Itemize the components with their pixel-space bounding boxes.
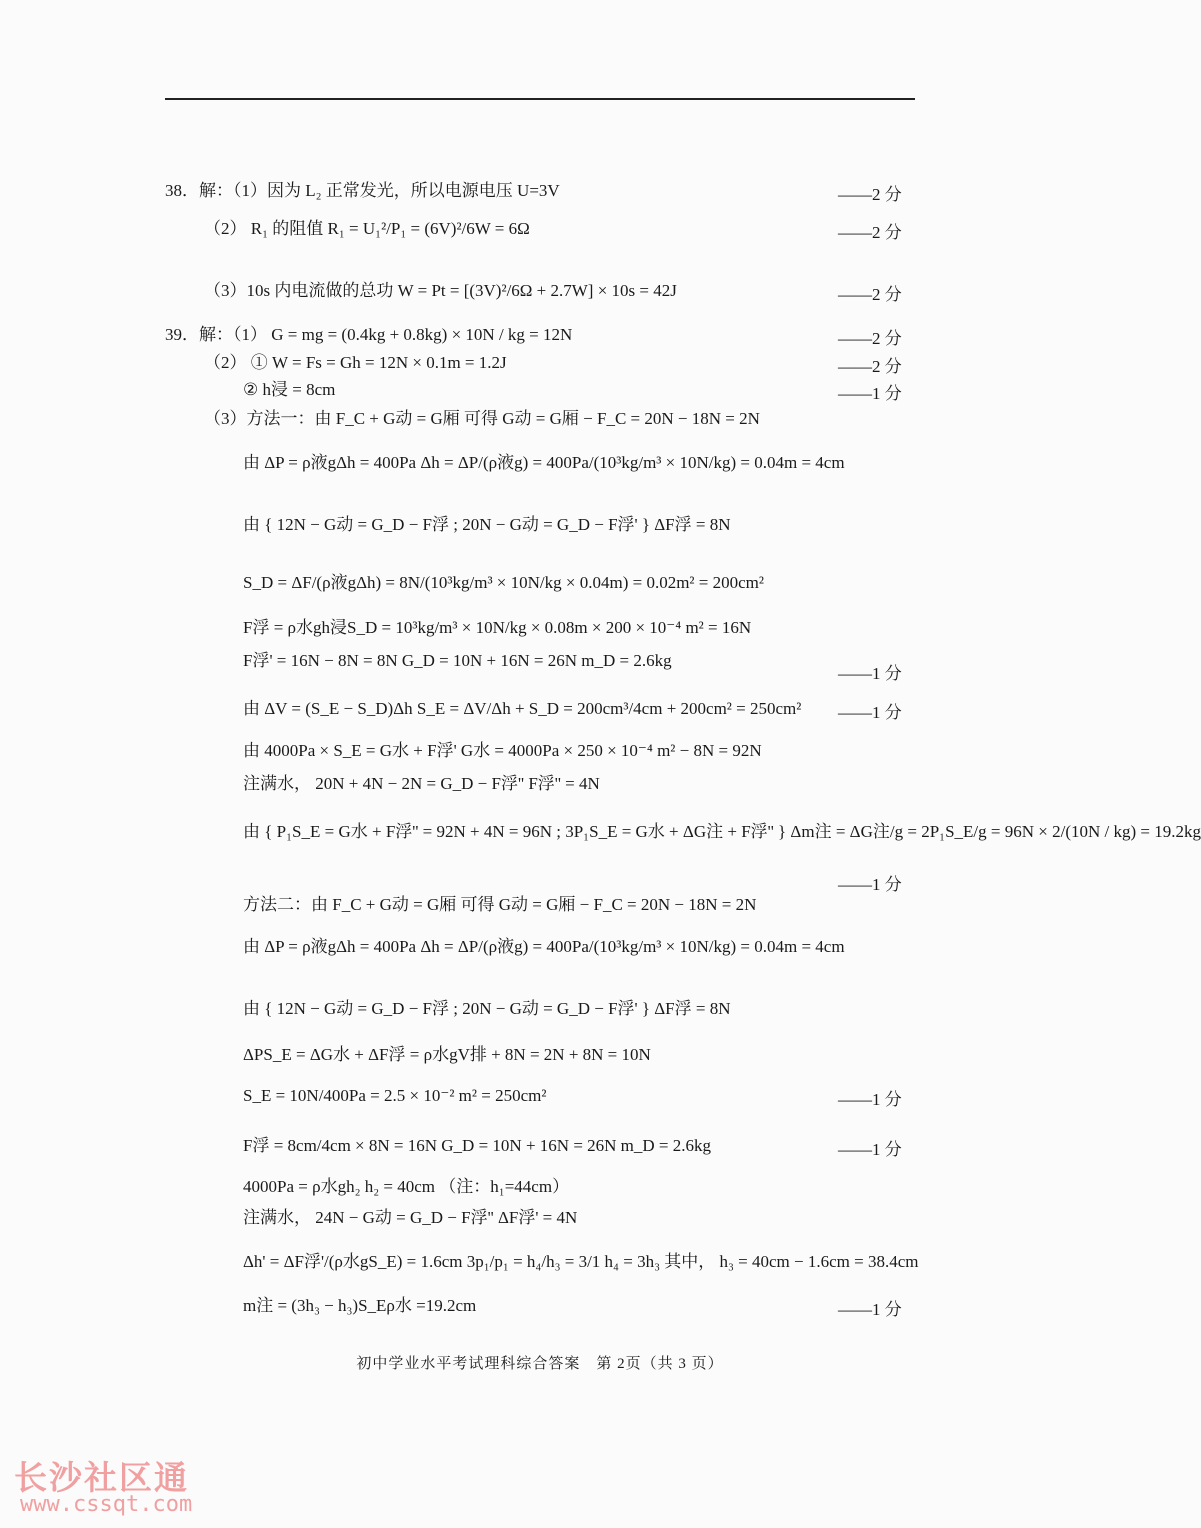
page-footer: 初中学业水平考试理科综合答案 第 2页（共 3 页）: [356, 1356, 724, 1372]
q39-line-2: （2） ① W = Fs = Gh = 12N × 0.1m = 1.2J: [204, 353, 507, 372]
method2-line-2: 由 ΔP = ρ液gΔh = 400Pa Δh = ΔP/(ρ液g) = 400Pa/(10³kg/m³ × 10N/kg) = 0.04m = 4cm: [243, 937, 845, 956]
method2-line-9: Δh' = ΔF浮'/(ρ水gS_E) = 1.6cm 3p₁/p₁ = h₄/h₃ = 3/1 h₄ = 3h₃ 其中， h₃ = 40cm − 1.6cm = 38.4cm: [243, 1252, 919, 1271]
score-mark: ——2 分: [838, 329, 902, 348]
method2-line-5: S_E = 10N/400Pa = 2.5 × 10⁻² m² = 250cm²: [243, 1086, 547, 1105]
method1-line-5: F浮 = ρ水gh浸S_D = 10³kg/m³ × 10N/kg × 0.08m × 200 × 10⁻⁴ m² = 16N: [243, 618, 752, 637]
score-mark: ——2 分: [838, 185, 902, 204]
score-mark: ——1 分: [838, 664, 902, 683]
method2-line-3: 由 { 12N − G动 = G_D − F浮 ; 20N − G动 = G_D − F浮' } ΔF浮 = 8N: [243, 999, 731, 1018]
score-mark: ——1 分: [838, 875, 902, 894]
score-mark: ——1 分: [838, 703, 902, 722]
score-mark: ——1 分: [838, 1300, 902, 1319]
q38-line-2: （2） R₁ 的阻值 R₁ = U₁²/P₁ = (6V)²/6W = 6Ω: [204, 219, 530, 238]
method1-line-4: S_D = ΔF/(ρ液gΔh) = 8N/(10³kg/m³ × 10N/kg × 0.04m) = 0.02m² = 200cm²: [243, 573, 764, 592]
method1-line-6: F浮' = 16N − 8N = 8N G_D = 10N + 16N = 26N m_D = 2.6kg: [243, 651, 672, 670]
q38-line-1: 38．解：（1）因为 L₂ 正常发光，所以电源电压 U=3V: [165, 181, 560, 200]
method2-line-4: ΔPS_E = ΔG水 + ΔF浮 = ρ水gV排 + 8N = 2N + 8N = 10N: [243, 1045, 651, 1064]
q38-line-3: （3）10s 内电流做的总功 W = Pt = [(3V)²/6Ω + 2.7W] × 10s = 42J: [204, 281, 677, 300]
method1-line-8: 由 4000Pa × S_E = G水 + F浮' G水 = 4000Pa × 250 × 10⁻⁴ m² − 8N = 92N: [243, 741, 762, 760]
method2-line-10: m注 = (3h₃ − h₃)S_Eρ水 =19.2cm: [243, 1296, 477, 1315]
method1-line-1: （3）方法一：由 F_C + G动 = G厢 可得 G动 = G厢 − F_C = 20N − 18N = 2N: [204, 409, 760, 428]
method2-line-1: 方法二：由 F_C + G动 = G厢 可得 G动 = G厢 − F_C = 20N − 18N = 2N: [243, 895, 757, 914]
method2-line-8: 注满水， 24N − G动 = G_D − F浮'' ΔF浮' = 4N: [243, 1208, 578, 1227]
score-mark: ——1 分: [838, 1140, 902, 1159]
method2-line-7: 4000Pa = ρ水gh₂ h₂ = 40cm （注：h₁=44cm）: [243, 1177, 570, 1196]
score-mark: ——2 分: [838, 357, 902, 376]
method1-line-2: 由 ΔP = ρ液gΔh = 400Pa Δh = ΔP/(ρ液g) = 400Pa/(10³kg/m³ × 10N/kg) = 0.04m = 4cm: [243, 453, 845, 472]
score-mark: ——1 分: [838, 1090, 902, 1109]
q39-line-1: 39．解：（1） G = mg = (0.4kg + 0.8kg) × 10N / kg = 12N: [165, 325, 573, 344]
method1-line-7: 由 ΔV = (S_E − S_D)Δh S_E = ΔV/Δh + S_D = 200cm³/4cm + 200cm² = 250cm²: [243, 699, 802, 718]
watermark-url: www.cssqt.com: [20, 1492, 193, 1517]
q39-line-3: ② h浸 = 8cm: [243, 380, 336, 399]
method2-line-6: F浮 = 8cm/4cm × 8N = 16N G_D = 10N + 16N = 26N m_D = 2.6kg: [243, 1136, 712, 1155]
score-mark: ——2 分: [838, 285, 902, 304]
method1-line-10: 由 { P₁S_E = G水 + F浮'' = 92N + 4N = 96N ; 3P₁S_E = G水 + ΔG注 + F浮'' } Δm注 = ΔG注/g = 2P₁S_E/g = 96N × 2/(10N / kg) = 19.2kg: [243, 822, 1201, 841]
watermark-logo: 长沙社区通: [14, 1458, 189, 1497]
header-rule: [165, 98, 915, 100]
score-mark: ——1 分: [838, 384, 902, 403]
method1-line-3: 由 { 12N − G动 = G_D − F浮 ; 20N − G动 = G_D − F浮' } ΔF浮 = 8N: [243, 515, 731, 534]
method1-line-9: 注满水， 20N + 4N − 2N = G_D − F浮'' F浮'' = 4N: [243, 774, 600, 793]
score-mark: ——2 分: [838, 223, 902, 242]
